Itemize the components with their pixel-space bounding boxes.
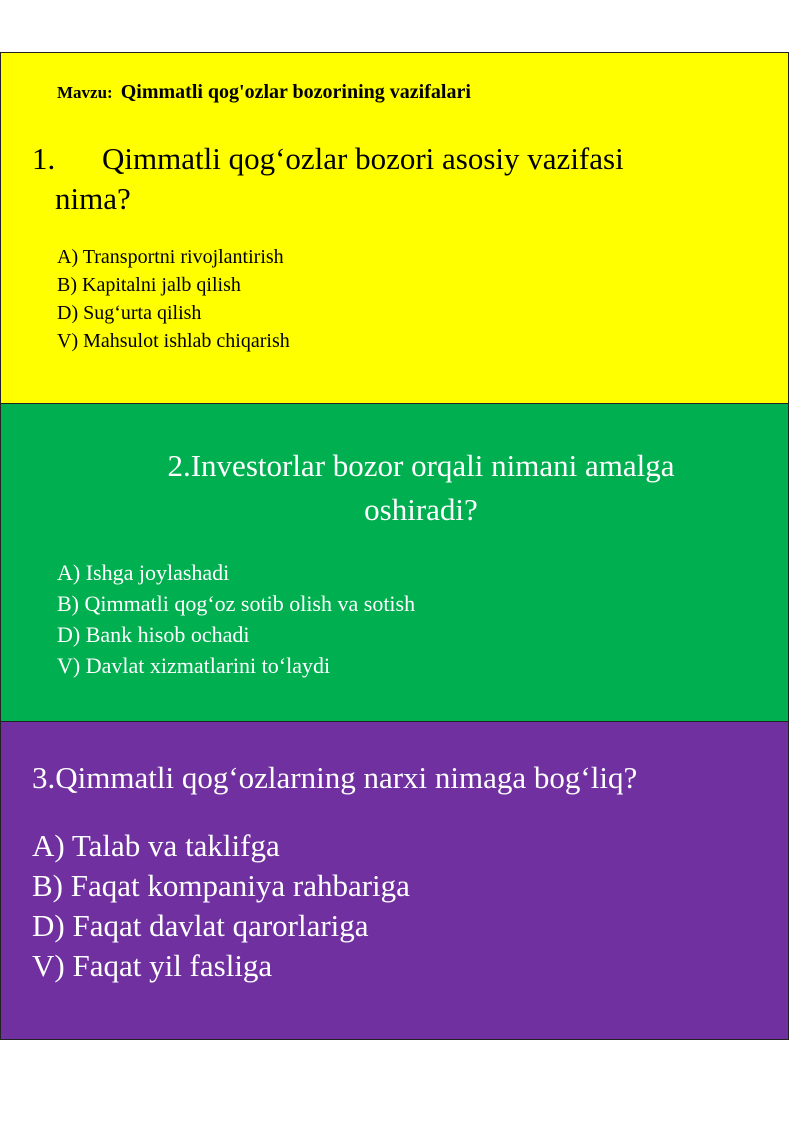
question-block-1 <box>0 52 789 404</box>
question-block-3 <box>0 721 789 1040</box>
option-b: B) Faqat kompaniya rahbariga <box>32 868 410 903</box>
question-3-options <box>32 826 410 986</box>
option-d: D) Faqat davlat qarorlariga <box>32 908 369 943</box>
question-2-options <box>57 557 415 681</box>
option-b: B) Kapitalni jalb qilish <box>57 274 241 296</box>
option-b: B) Qimmatli qog‘oz sotib olish va sotish <box>57 591 416 616</box>
option-a: A) Ishga joylashadi <box>57 560 230 585</box>
question-3: 3.Qimmatli qog‘ozlarning narxi nimaga bog‘liq? <box>32 760 638 795</box>
option-v: V) Faqat yil fasliga <box>32 948 273 983</box>
question-1-number: 1. <box>32 141 56 176</box>
question-2-line-2: oshiradi? <box>364 492 478 527</box>
option-d: D) Sug‘urta qilish <box>57 302 202 324</box>
question-1-line-1: Qimmatli qog‘ozlar bozori asosiy vazifasi <box>102 141 624 176</box>
topic-label: Mavzu: <box>57 83 113 102</box>
option-v: V) Davlat xizmatlarini to‘laydi <box>57 653 331 678</box>
question-2-line-1: 2.Investorlar bozor orqali nimani amalga <box>167 448 675 483</box>
topic-title: Qimmatli qog'ozlar bozorining vazifalari <box>120 81 471 103</box>
question-block-2 <box>0 403 789 722</box>
option-a: A) Transportni rivojlantirish <box>57 246 284 268</box>
topic-heading <box>57 81 471 104</box>
option-v: V) Mahsulot ishlab chiqarish <box>57 330 290 352</box>
question-1-options <box>57 243 290 355</box>
option-d: D) Bank hisob ochadi <box>57 622 250 647</box>
option-a: A) Talab va taklifga <box>32 828 280 863</box>
question-1-line-2: nima? <box>55 181 131 216</box>
question-1 <box>32 139 624 219</box>
question-2 <box>1 444 800 532</box>
